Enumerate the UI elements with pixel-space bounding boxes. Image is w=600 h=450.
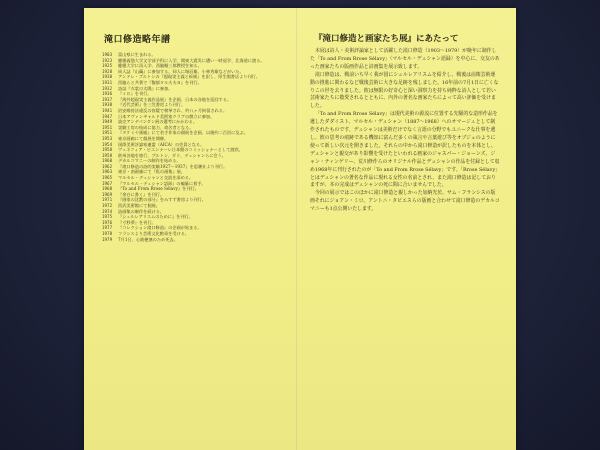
chronology-text: フランスより芸術文化勲章を受ける。 xyxy=(118,231,190,236)
chronology-text: 欧州各地を旅行、ブルトン、ダリ、デュシャンらに会う。 xyxy=(118,152,226,158)
chronology-year: 1951 xyxy=(102,124,113,130)
chronology-text: 『To and From Rrose Sélavy』を刊行。 xyxy=(118,186,199,192)
essay-title: 『滝口修造と画家たち展』にあたって xyxy=(314,34,459,44)
chronology-year: 1930 xyxy=(102,74,113,80)
chronology-year: 1953 xyxy=(102,135,113,141)
chronology-year: 1979 xyxy=(102,236,113,242)
chronology-year: 1975 xyxy=(102,214,113,220)
leaflet-page xyxy=(84,8,516,450)
chronology-title: 滝口修造略年譜 xyxy=(104,35,171,45)
chronology-text: 『近代芸術』を三笠書房より刊行。 xyxy=(118,102,186,108)
chronology-year: 1962 xyxy=(102,163,113,169)
chronology-text: 慶應大学に再入学、西脇順三郎教授を知る。 xyxy=(118,63,202,69)
chronology-year: 1947 xyxy=(102,113,113,119)
chronology-text: 『シュルレアリスムのために』を刊行。 xyxy=(118,214,193,220)
page-fold xyxy=(296,8,298,450)
chronology-text: デカルコマニーの制作を始める。 xyxy=(118,158,181,164)
chronology-year: 1954 xyxy=(102,141,113,147)
chronology-text: 西脇らと共著で『馥郁タル火夫ヨ』を刊行。 xyxy=(118,79,202,85)
chronology-year: 1972 xyxy=(102,203,113,209)
chronology-year: 1949 xyxy=(102,119,113,125)
chronology-year: 1976 xyxy=(102,219,113,225)
chronology-text: 詩誌『衣裳の太陽』に参加。 xyxy=(118,85,173,91)
chronology-year: 1958 xyxy=(102,147,113,153)
chronology-year: 1903 xyxy=(102,52,113,57)
chronology-list xyxy=(102,52,286,242)
chronology-year: 1931 xyxy=(102,79,113,85)
chronology-text: ヴェネツィア・ビエンナーレ日本館のコミッショナーとして渡欧。 xyxy=(118,147,243,153)
chronology-year: 1971 xyxy=(102,197,113,203)
chronology-text: 『海外超現実主義作品展』を企画、日本の各地を巡回する。 xyxy=(118,96,232,102)
essay-paragraph: 滝口修造は、戦前いち早く我が国にシュルレアリスムを紹介し、戦後は前衛芸術運動の推進に関わるなど戦後芸術に大きな足跡を残しました。16年前の7月1日に亡くなりこの世を去りました。彼は無限の好奇心と深い洞察力を持ち純粋な詩人として若い芸術家たちに敬愛されるとともに、内外の著名な画家たちによって高い評価を受けました。 xyxy=(310,71,499,110)
chronology-entry xyxy=(102,237,286,243)
chronology-text: 詩画集の制作を続ける。 xyxy=(118,208,165,214)
chronology-year: 1941 xyxy=(102,107,113,113)
chronology-year: 1977 xyxy=(102,225,113,231)
chronology-text: 『滝口修造の詩的実験1927〜1937』を思潮社より刊行。 xyxy=(118,163,228,169)
chronology-year: 1923 xyxy=(102,57,113,63)
chronology-year: 1938 xyxy=(102,102,113,108)
essay-paragraph: 本展は詩人・美術評論家として活躍した滝口修造（1903〜1979）が晩年に制作した「To and From Rrose Sélavy」（マルセル・デュシャン語録）を中心に、交友のあった画家たちの版画作品と詩画集を展示致します。 xyxy=(310,48,500,70)
chronology-year: 1963 xyxy=(102,169,113,175)
chronology-year: 1958 xyxy=(102,152,113,158)
chronology-text: 富山県に生まれる。 xyxy=(118,52,156,57)
essay-paragraph: 「To and From Rrose Sélavy」は現代美術の源流に位置する先駆的な造形作品を遺したダダイスト、マルセル・デュシャン（1887〜1968）へのオマージュとして制作されたものです。デュシャンは美術だけでなく言語の分野でもユニークな仕事を遺し、彼の思考の痕跡である機知に富んだ多くの箴言や言葉遊び等をオブジェのように使って新しい次元を開きました。それらの中から滝口修造が訳したものを本体とし、デュシャンと親交があり影響を受けたといわれる画家のジャスパー・ジョーンズ、ジャン・ティンゲリー、荒川修作らのオリジナル作品とデュシャンの作品を付録として収め1968年に刊行されたのが「To and From Rrose Sélavy」です。「Rrose Sélavy」とはデュシャンの著名な作品に現れる女性の名前とされ、また滝口修造は記しておりますが、本の完成はデュシャンの死に間に合いませんでした。 xyxy=(310,111,500,189)
chronology-text: アンドレ・ブルトンの『超現実主義と絵画』を訳し、厚生閣書店より刊行。 xyxy=(118,74,261,80)
chronology-text: 『ミロ』を刊行。 xyxy=(118,91,152,97)
chronology-text: 東京画廊にて個展を開催。 xyxy=(118,135,169,141)
essay-body xyxy=(310,48,500,214)
chronology-year: 1967 xyxy=(102,180,113,186)
chronology-year: 1968 xyxy=(102,186,113,192)
chronology-text: 同人誌『山繭』に参加する。同人に堀辰雄、小林秀雄などがいた。 xyxy=(118,68,244,74)
chronology-year: 1965 xyxy=(102,175,113,181)
chronology-year: 1925 xyxy=(102,63,113,69)
chronology-year: 1960 xyxy=(102,158,113,164)
chronology-text: 読売アンデパンダン展の選考にかかわる。 xyxy=(118,119,198,125)
chronology-text: 日本アヴァンギャルド美術家クラブの創立に参加。 xyxy=(118,113,215,119)
chronology-text: 西武美術館にて個展。 xyxy=(118,203,160,209)
chronology-text: 『画家の沈黙の部分』をみすず書房より刊行。 xyxy=(118,197,206,203)
chronology-year: 1951 xyxy=(102,130,113,136)
chronology-year: 1974 xyxy=(102,208,113,214)
chronology-year: 1969 xyxy=(102,191,113,197)
chronology-text: 『タケミヤ画廊』にて若手作家の個展を企画、以後約二百回に及ぶ。 xyxy=(118,130,248,136)
chronology-text: 『マルセル・デュシャン語録』の編纂に着手。 xyxy=(118,180,206,186)
chronology-year: 1932 xyxy=(102,85,113,91)
chronology-year: 1978 xyxy=(102,231,113,236)
chronology-text: 治安維持法違反の容疑で検挙され、約八ヶ月拘留される。 xyxy=(118,107,228,113)
essay-paragraph: 今回の展示ではこのほかに滝口修造と親しかった加納光於、サム・フランシスの版画それにジョアン・ミロ、アントニ・タピエスらの版画と合わせて滝口修造のデカルコマニーも1点公開いたします。 xyxy=(310,190,500,213)
chronology-text: 東京・南画廊にて『私の画集』展。 xyxy=(118,169,186,175)
chronology-text: 『余白に書く』を刊行。 xyxy=(118,191,165,197)
chronology-text: 『寸秒夢』を刊行。 xyxy=(118,219,156,225)
chronology-text: 慶應義塾大学文学部予科に入学、関東大震災に遭い一時退学、北海道に渡る。 xyxy=(118,57,265,63)
chronology-text: 7月1日、心筋梗塞のため死去。 xyxy=(118,236,178,242)
chronology-text: 実験工房の結成に協力、命名者となる。 xyxy=(118,124,194,130)
chronology-text: マルセル・デュシャンと交流を深める。 xyxy=(118,175,194,181)
chronology-year: 1928 xyxy=(102,68,113,74)
chronology-text: 国際美術評論家連盟（AICA）の会員となる。 xyxy=(118,141,205,147)
chronology-year: 1937 xyxy=(102,96,113,102)
chronology-text: 『コレクション滝口修造』の企画が始まる。 xyxy=(118,225,202,231)
chronology-year: 1936 xyxy=(102,91,113,97)
